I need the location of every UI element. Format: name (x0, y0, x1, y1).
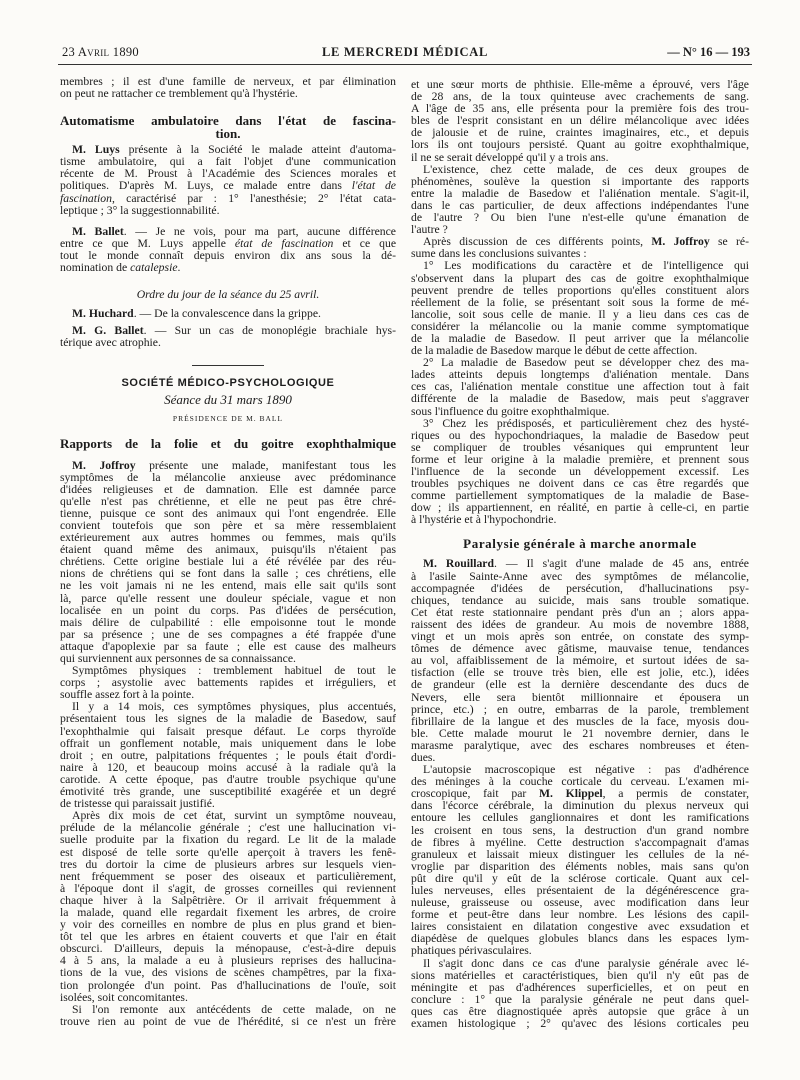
text-line: chiques, tendance au suicide, mais sans trouble somatique. (411, 594, 749, 607)
text-line: convient toutefois que son père et sa mère ressemblaient (60, 519, 396, 532)
text-line: leptique ; 3° la suggestionnabilité. (60, 204, 220, 217)
speaker-name: M. Huchard (72, 308, 134, 321)
text-line: chrétiens. Cette origine bestiale lui a été révélée par des réu- (60, 556, 396, 569)
text-line: comme partiellement symptomatiques de la maladie de Base- (411, 490, 749, 503)
text-line: symptômes de la mélancolie anxieuse avec prédominance (60, 471, 396, 484)
text-line: de la maladie de Basedow. Il peut arriver que la mélancolie (411, 332, 749, 345)
page-header (60, 44, 750, 60)
text-line: ces cas, l'aliénation mentale constitue une affection tout à fait (411, 381, 749, 394)
text-line (60, 226, 396, 238)
text-run: se ré- (709, 236, 749, 249)
text-line (60, 193, 396, 205)
text-line: l'exophthalmie qui faisait presque défaut. Le corps thyroïde (60, 725, 396, 738)
paragraph (411, 357, 749, 417)
text-line: il ne se serait développé qu'il y a trois ans. (411, 151, 609, 164)
text-line (411, 558, 749, 570)
text-run: et ce que (333, 237, 396, 250)
text-line: de la maladie de Basedow marque le début de cette affection. (411, 345, 698, 358)
text-line: mais délire de culpabilité : elle empoisonne tout le monde (60, 616, 396, 629)
text-line: étaient quand même des animaux, puisqu'ils n'étaient pas (60, 544, 396, 557)
left-column (60, 76, 396, 1028)
text-line: trouve rien au point de vue de l'hérédité, si ce n'est un frère (60, 1015, 396, 1028)
text-line: membres ; il est d'une famille de nerveux, et par élimination (60, 76, 396, 88)
text-line: tres du dortoir la cime de plusieurs arbres sur lesquels vien- (60, 858, 396, 871)
text-run: . — Il s'agit d'une malade de 45 ans, entrée (493, 558, 749, 571)
text-line: vroglie par disparition des éléments nobles, mais sans qu'on (411, 860, 749, 873)
text-line: lors ils ont toujours persisté. Quant au goitre exophthalmique, (411, 139, 749, 152)
agenda-title: Ordre du jour de la séance du 25 avril. (136, 288, 320, 302)
text-line: sions matérielles et caractéristiques, bien qu'il n'y eût pas de (411, 969, 749, 982)
text-line: ques cas être diagnostiquée après autopsie que grâce à un (411, 1005, 749, 1018)
text-line: des méninges à la couche corticale du cerveau. L'examen mi- (411, 776, 749, 789)
text-line: là, parce qu'elle ressent une douleur spéciale, vague et non (60, 592, 396, 605)
header-rule (58, 64, 752, 65)
text-line: au vol, affaiblissement de la mémoire, et surtout idées de sa- (411, 655, 749, 668)
text-line: tôt tel que les arbres en étaient couverts et que l'air en était (60, 931, 396, 944)
text-line: Si l'on remonte aux antécédents de cette malade, on ne (72, 1003, 396, 1016)
text-line: par sa présence ; une de ses compagnes a été frappée d'une (60, 628, 396, 641)
text-line: l'autre ? (411, 224, 448, 237)
text-line: droit ; en outre, palpitations fréquentes ; le pouls était d'ordi- (60, 749, 396, 762)
text-line: dow ; ils appartiennent, en réalité, en partie à celle-ci, en partie (411, 502, 749, 515)
text-line: prélude de la mélancolie générale ; c'est une hallucination vi- (60, 822, 396, 835)
text-line: troubles psychiques ne doivent dans ce cas être regardés que (411, 478, 749, 491)
italic-term: catalepsie (130, 262, 178, 275)
text-line: nions de chrétiens qui se font dans la salle ; ces chrétiens, elle (60, 568, 396, 581)
paragraph (411, 236, 749, 260)
text-line: accompagnée d'idées de persécution, d'hallucinations psy- (411, 582, 749, 595)
text-line: Il y a 14 mois, ces symptômes physiques, plus accentués, (72, 701, 396, 714)
issue-date: 23 Avril 1890 (62, 45, 139, 59)
text-line: examen histologique ; 2° qu'avec des lésions corticales peu (411, 1018, 749, 1031)
text-line: tion prolongée d'un point. Pas d'hallucinations de l'ouïe, soit (60, 979, 396, 992)
text-line: ble. Cette malade mourut le 21 novembre dernier, dans le (411, 727, 749, 740)
section-heading (60, 436, 396, 451)
text-line (411, 788, 749, 800)
paragraph (411, 79, 749, 164)
text-line (60, 460, 396, 472)
text-line: tômes de démence avec gâtisme, mauvaise tenue, tendances (411, 643, 749, 656)
text-line: tisfaction (elle se trouve très bien, elle est jolie, etc.), idées (411, 667, 749, 680)
text-line: A l'âge de 35 ans, elle présenta pour la première fois des trou- (411, 103, 749, 116)
text-line: phatiques périvasculaires. (411, 945, 532, 958)
text-line: les croisent en tous sens, la destruction d'un grand nombre (411, 824, 749, 837)
text-line: tisme ambulatoire, qui a fait l'objet d'une communication (60, 156, 396, 169)
paragraph (60, 665, 396, 701)
text-line: phénomènes, soulève la question si importante des rapports (411, 175, 749, 188)
text-line: pût dire qu'il y eût de la sclérose corticale. Quant aux cel- (411, 872, 749, 885)
text-line: réellement de la folie, se présentant soit sous la forme de mé- (411, 296, 749, 309)
text-line: Après dix mois de cet état, survint un symptôme nouveau, (72, 810, 396, 823)
text-line: corps ; asystolie avec battements rapides et irréguliers, et (60, 677, 396, 690)
speaker-name: M. Klippel (538, 788, 603, 801)
text-line: entoure les cellules ganglionnaires et dont les ramifications (411, 812, 749, 825)
text-line: se compliquer de troubles vésaniques qui empruntent leur (411, 441, 749, 454)
italic-term: l'état de (351, 180, 396, 193)
text-line: dues. (411, 751, 436, 764)
society-title: SOCIÉTÉ MÉDICO-PSYCHOLOGIQUE (121, 376, 335, 389)
text-line: 3° Chez les prédisposés, et particulièrement chez des hysté- (423, 417, 749, 430)
speaker-name: M. Joffroy (651, 236, 710, 249)
text-line: d'idées religieuses et de damnation. Elle est damnée parce (60, 483, 396, 496)
text-line: fibrillaire de la langue et des muscles de la face, myosis dou- (411, 715, 749, 728)
paragraph (60, 1004, 396, 1028)
text-line: de l'autre ? Ou bien l'une n'est-elle qu'une émanation de (411, 212, 749, 225)
society-header (60, 376, 396, 424)
text-line: de 28 ans, de la toux quinteuse avec crachements de sang. (411, 91, 749, 104)
text-line: dans le cas particulier, de deux affections indépendantes l'une (411, 199, 749, 212)
text-line: prince, etc.) ; en outre, embarras de la parole, tremblement (411, 703, 749, 716)
presidency: PRÉSIDENCE DE M. BALL (172, 413, 284, 423)
text-run: . — Sur un cas de monoplégie brachiale hys- (143, 325, 396, 338)
text-line: raissent des idées de grandeur. Au mois de novembre 1888, (411, 618, 749, 631)
text-line (60, 308, 396, 320)
text-line (60, 262, 396, 274)
text-line: térique avec atrophie. (60, 337, 161, 350)
text-line: entre la maladie de Basedow et l'aliénation mentale. S'agit-il, (411, 187, 749, 200)
italic-term: état de fascination (234, 237, 334, 250)
paragraph (411, 558, 749, 764)
text-run: , a permis de constater, (602, 788, 749, 801)
text-line (60, 238, 396, 250)
text-line: forme et leur origine à la maladie première, et prennent sous (411, 453, 749, 466)
text-line: nuleuse, graisseuse ou osseuse, avec modification dans leur (411, 897, 749, 910)
text-line: vingt et un mois après son entrée, on constate des symp- (411, 631, 749, 644)
text-line (60, 325, 396, 337)
issue-page-number: — N° 16 — 193 (667, 45, 750, 59)
text-line: à l'hystérie et à l'hypochondrie. (411, 514, 557, 527)
session-date: Séance du 31 mars 1890 (164, 391, 292, 407)
text-line: dans l'écorce cérébrale, la diminution du plexus nerveux qui (411, 800, 749, 813)
section-heading (60, 114, 396, 140)
paragraph (411, 164, 749, 237)
paragraph (60, 76, 396, 100)
section-heading-line: Paralysie générale à marche anormale (463, 536, 697, 552)
text-line: lules nerveuses, elles présentaient de la dégénérescence gra- (411, 885, 749, 897)
text-line: récente de M. Proust à l'Académie des Sciences morales et (60, 168, 396, 181)
paragraph (60, 810, 396, 1004)
paragraph (411, 418, 749, 527)
text-line: 1° Les modifications du caractère et de l'intelligence qui (423, 260, 749, 273)
text-line: extérieurement aux autres hommes ou femmes, mais qu'ils (60, 532, 396, 545)
speaker-name: M. Luys (72, 144, 120, 157)
text-line: émotivité très grande, une susceptibilité exagérée et un degré (60, 786, 396, 799)
text-run: nomination de (60, 262, 131, 275)
text-line: Symptômes physiques : tremblement habituel de tout le (72, 665, 396, 678)
text-line: marasme paralytique, avec des eschares nombreuses et éten- (411, 739, 749, 752)
paragraph (411, 764, 749, 958)
text-line (60, 144, 396, 156)
speaker-name: M. Joffroy (72, 459, 136, 472)
text-line: de fibres à myéline. Cette destruction s'accompagnait d'amas (411, 836, 749, 849)
text-line (60, 180, 396, 192)
text-line: est disposé de telle sorte qu'elle aperçoit à travers les fenê- (60, 846, 396, 859)
text-line: localisée en un point du corps. Pas d'idées de persécution, (60, 604, 396, 617)
text-line: L'autopsie macroscopique est négative : pas d'adhérence (423, 764, 749, 777)
text-line: différente de la maladie de Basedow, mais peut s'aggraver (411, 393, 749, 406)
text-line: Nevers, elle sera bientôt millionnaire et épousera un (411, 691, 749, 704)
paragraph (411, 260, 749, 357)
text-line: sous l'influence du goitre exophthalmique. (411, 405, 610, 418)
text-line: ne les voit jamais ni ne les entend, mais elle sait qu'ils sont (60, 580, 396, 593)
text-line: chaque hiver à la Salpêtrière. Or il arrivait fréquemment à (60, 894, 396, 907)
paragraph (60, 701, 396, 810)
right-column (411, 79, 749, 1030)
text-line (411, 236, 749, 248)
text-line: conclure : 1° que la paralysie générale ne peut dans quel- (411, 993, 749, 1006)
text-line: Cet état reste stationnaire pendant près d'un an ; alors appa- (411, 606, 749, 619)
paragraph (60, 226, 396, 274)
section-heading (411, 536, 749, 551)
paragraph (60, 308, 396, 320)
text-line: offrait un gonflement notable, mais uniquement dans le lobe (60, 737, 396, 750)
text-line: 2° La maladie de Basedow peut se développer chez des ma- (423, 357, 749, 370)
text-line: présentaient tous les signes de la maladie de Basedow, sauf (60, 713, 396, 726)
text-line: Il s'agit donc dans ce cas d'une paralysie générale avec lé- (423, 957, 749, 970)
section-rule (192, 365, 264, 366)
text-line: carotide. A cette époque, pas d'autre trouble psychique qu'une (60, 773, 396, 786)
text-line: nent fréquemment se poser des oiseaux et particulièrement, (60, 870, 396, 883)
text-line: laires consistaient en dilatation congestive avec exsudation et (411, 921, 749, 934)
text-line: à l'asile Sainte-Anne avec des symptômes de mélancolie, (411, 570, 749, 583)
text-line: tienne, puisque ce sont des animaux qui l'ont engendrée. Elle (60, 507, 396, 520)
paragraph (411, 958, 749, 1031)
text-run: Après discussion de ces différents points, (423, 236, 652, 249)
text-line: diapédèse de quelques globules blancs dans les espaces lym- (411, 933, 749, 946)
text-line: souffle assez fort à la pointe. (60, 689, 195, 702)
text-line: granuleux et laissait mieux distinguer les cellules de la né- (411, 848, 749, 861)
speaker-name: M. G. Ballet (72, 325, 144, 338)
text-line: tout le monde connaît depuis environ dix ans sous la dé- (60, 249, 396, 262)
text-line: suelle produite par la fixation du regard. Le lit de la malade (60, 834, 396, 847)
text-line: attaque d'apoplexie par sa faute ; elle est cause des malheurs (60, 640, 396, 653)
text-run: . — De la convalescence dans la grippe. (133, 308, 321, 321)
paragraph (60, 460, 396, 666)
text-line: sume dans les conclusions suivantes : (411, 248, 587, 261)
text-run: , caractérisé par : 1° l'anesthésie; 2° l'état cata- (111, 192, 396, 205)
text-run: . (177, 262, 181, 275)
text-line: de jalousie et de ruine, craintes imaginaires, etc., et depuis (411, 127, 749, 140)
text-line: naire à 120, et beaucoup moins accusé à la radiale qu'à la (60, 761, 396, 774)
text-line: 4 à 5 ans, la malade a eu à plusieurs reprises des hallucina- (60, 955, 396, 968)
text-line: de grandeur (elle est la dernière descendante des ducs de (411, 679, 749, 692)
journal-title: LE MERCREDI MÉDICAL (321, 45, 489, 59)
text-line: qu'elle n'est pas chrétienne, et elle ne peut pas être chré- (60, 495, 396, 508)
text-line: tions de la vue, des visions de scènes champêtres, par la fixa- (60, 967, 396, 980)
text-line: isolées, soit concomitantes. (60, 991, 188, 1004)
text-line: L'existence, chez cette malade, de ces deux groupes de (423, 163, 749, 176)
text-run: . — Je ne vois, pour ma part, aucune différence (123, 225, 396, 238)
text-run: présente une malade, manifestant tous les (135, 459, 396, 472)
speaker-name: M. Rouillard (423, 558, 494, 571)
text-line: considérer la mélancolie ou la manie comme symptomatique (411, 320, 749, 333)
text-line: on peut ne rattacher ce tremblement qu'à l'hystérie. (60, 88, 298, 101)
text-run: entre ce que M. Luys appelle (60, 237, 235, 250)
text-line: la malade, quand elle regardait fixement les arbres, de croire (60, 906, 396, 919)
text-line: lades atteints depuis longtemps d'aliénation mentale. Dans (411, 369, 749, 382)
text-run: politiques. D'après M. Luys, ce malade entre dans (60, 180, 352, 193)
text-line: peuvent prendre de telles proportions qu'elles constituent alors (411, 284, 749, 297)
paragraph (60, 144, 396, 217)
section-heading-line: tion. (215, 126, 241, 142)
text-line: méningite et pas d'adhérences superficielles, et on peut en (411, 981, 749, 994)
text-line: à l'époque dont il s'agit, de grosses corneilles qui reviennent (60, 882, 396, 895)
italic-term: fascination (60, 192, 112, 205)
text-line: et une sœur morts de phthisie. Elle-même a éprouvé, vers l'âge (411, 79, 749, 91)
speaker-name: M. Ballet (72, 225, 124, 238)
text-line: lancolie, soit sous celle de manie. Il y a lieu dans ces cas de (411, 308, 749, 321)
text-line: y voir des corneilles en nombre de plus en plus grand et bien- (60, 919, 396, 932)
text-line: l'influence de la seconde un développement excessif. Les (411, 466, 749, 478)
text-line: de tristesse qui paraissait justifié. (60, 798, 215, 811)
section-heading-line: Automatisme ambulatoire dans l'état de fascina- (60, 113, 396, 129)
text-line: bles de l'esprit consistant en un délire mélancolique avec idées (411, 115, 749, 128)
text-run: présente à la Société le malade atteint d'automa- (119, 144, 396, 157)
text-line: forme et peut-être dans leur nombre. Les lésions des capil- (411, 909, 749, 922)
text-line: riques ou des hypochondriaques, la maladie de Basedow peut (411, 429, 749, 442)
text-line: s'observent dans la plupart des cas de goitre exophthalmique (411, 272, 749, 285)
paragraph (60, 325, 396, 349)
text-line: obscurci. D'ailleurs, depuis la ménopause, c'est-à-dire depuis (60, 943, 396, 956)
section-heading-line: Rapports de la folie et du goitre exophthalmique (60, 435, 396, 451)
text-run: croscopique, fait par (411, 788, 539, 801)
text-line: qui surviennent aux personnes de sa connaissance. (60, 653, 296, 665)
